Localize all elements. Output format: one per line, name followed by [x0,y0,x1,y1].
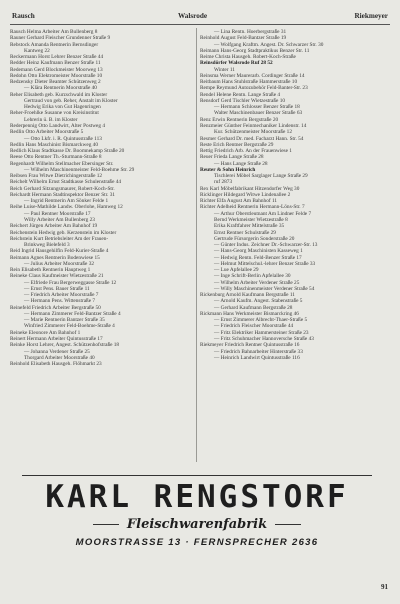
directory-entry: Rickmann Hans Werkmeister Bismarckring 46 [200,310,299,317]
directory-entry: — Arthur Oberstleutnant Am Lindner Felde 7 [214,210,312,217]
directory-entry: Kur. Schützenmeister Moorstraße 12 [214,129,292,136]
directory-entry: — Hermann Pens. Wittenstraße 7 [24,298,96,305]
directory-entry: Reineke Claus Kaufmeister Wietzestraße 21 [10,273,104,280]
directory-entry: Renz Erwin Rentnerin Bergstraße 20 [200,116,279,123]
directory-entry: — Otto Lkfr. i. R. Quintusstraße 113 [24,135,102,142]
directory-entry: — Hermann Zimmerer Feld-Bantzer Straße 4 [24,310,121,317]
directory-entry: Reinhold August Feld-Bantzer Straße 19 [200,35,287,42]
directory-entry: Rebstock Amanda Rentnerin Bernsdinger [10,41,99,48]
directory-entry: Rederpennig Otto Landwirt, Alter Postweg 4 [10,122,106,129]
directory-entry: Reichenstein Hedwig geb. Kerzenstein im Kloster [10,229,117,236]
directory-entry: — Gerhard Kaufmann Bergstraße 28 [214,304,293,311]
directory-entry: Walter Maschinenbauer Benzer Straße 63 [214,110,303,117]
directory-entry: Reichstein Kurt Betriebsleiter Am der Frauen- [10,235,109,242]
directory-entry: ruf 2873 [214,179,233,186]
directory-entry: — Fritz Schuhmacher Hannoversche Straße 43 [214,336,314,343]
directory-entry: Reinhold Elisabeth Hausgeh. Flöhmarkt 23 [10,361,102,368]
running-head-right: Riekmeyer [354,12,388,20]
directory-entry: — Lina Rentn. Hoerbergstraße 31 [214,29,287,35]
directory-entry: Reckermann Horst Lehrer Benzer Straße 44 [10,54,104,61]
directory-entry: — Hans Lange Straße 28 [214,160,268,167]
directory-entry: Reichardt Hermann Stadtinspektor Benzer Str. 31 [10,191,116,198]
running-head [10,12,390,24]
directory-entry: Regenhardt Wilhelm Stellmacher Ebersinger Str. [10,160,114,167]
directory-entry: Reese Otto Rentner Th.-Sturmann-Straße 8 [10,154,102,161]
directory-entry: Bernd Werkmeister Wietzestraße 8 [214,216,288,223]
directory-entry: — Lue Apfelallee 29 [214,267,259,274]
directory-entry: Rex Karl Möbelfabrikant Hitzendorfer Weg 30 [200,185,300,192]
ad-dash-right [275,524,301,525]
directory-entry: Redohn Otto Elektromeister Moorstraße 10 [10,72,103,79]
directory-entry: — Johanna Verdener Straße 25 [24,348,90,355]
directory-entry: Rein Elisabeth Rentnerin Hauptweg 1 [10,267,91,274]
left-column [10,29,186,367]
directory-entry: Reime Christa Hausgeh. Robert-Koch-Straße [200,54,296,61]
directory-entry: Rensdorf Gerd Tischler Wietzestraße 10 [200,97,286,104]
directory-entry: Reuter & Sohn Heinrich [200,166,256,173]
directory-entry: Winfried Zimmerer Feld-Boehme-Straße 4 [24,323,115,330]
directory-entry: Reineke Eleonore Am Bahnhof 1 [10,329,81,336]
directory-entry: Richter Elfa August Am Bahnhof 11 [200,198,278,205]
directory-entry: Willy Arbeiter Am Bullenberg 23 [24,216,95,223]
directory-entry: — Hermann Schlosser Benzer Straße 18 [214,104,300,111]
directory-entry: Reinefeld Friedrich Arbeiter Bergstraße 50 [10,304,101,311]
directory-entry: Reher-Froehlke Susanne von Kreisinstitut [10,110,99,117]
directory-entry: Reinsdörfer Walsrode Ruf 28 52 [200,60,273,67]
directory-entry: Rettig Friedrich Arb. An der Frauenwiese 1 [200,148,292,155]
directory-entry: Ernst Rentner Schulstraße 29 [214,229,276,236]
running-head-center: Walsrode [178,12,208,20]
directory-entry: Reichert Jürgen Arbeiter Am Bahnhof 19 [10,223,98,230]
ad-top-rule [22,475,372,476]
directory-entry: Reher Elisabeth geb. Kurzschwald im Kloster [10,91,108,98]
directory-entry: — Wilhelm Arbeiter Verdener Straße 25 [214,279,300,286]
directory-entry: — Paul Rentner Moorstraße 17 [24,210,91,217]
directory-entry: Kantweg 22 [24,47,50,54]
ad-company-name: KARL RENGSTORF [45,479,349,515]
directory-entry: Redder Heinz Kaufmann Benzer Straße 11 [10,60,101,67]
ad-dash-left [93,524,119,525]
directory-entry: — Ernst Pens. Bauer Straße 11 [24,285,90,292]
directory-entry: Reimann Hans-Georg Stadtpraktikus Benzer Str. 11 [200,47,310,54]
directory-entry: Rempe Reymund Autozubehör Feld-Banter-Str. 23 [200,85,308,92]
column-divider [196,28,197,462]
directory-entry: Richter Adelheid Rentnerin Hermann-Löns-Str. 7 [200,204,305,211]
directory-entry: Lehrerin ü. B. im Kloster [24,116,78,123]
directory-entry: Gertrude Fürsorgerin Sonderstraße 20 [214,235,295,242]
advertisement [22,475,372,570]
directory-entry: — Hans-Georg Maschinisten Kasseweg 1 [214,248,303,255]
directory-entry: — Elfriede Frau Bergerweggasse Straße 12 [24,279,117,286]
header-rule [10,24,390,25]
directory-entry: Rausch Helma Arbeiter Am Bullenberg 8 [10,29,98,35]
directory-entry: Reihe Luise-Mathilde Landw. Oberlohe, Hamweg 12 [10,204,123,211]
directory-entry: Rauner Gerhard Fleischer Grundenner Straße 9 [10,35,111,42]
directory-entry: Riekmeyer Friedrich Rentner Quintusstraße 16 [200,342,300,349]
directory-entry: Reichelt Wilhelm Ernst Stadtkasse Schulenstraße 44 [10,179,122,186]
directory-entry: — Ingrid Rentnerin Am Sönker Felde 1 [24,198,109,205]
directory-entry: Reinert Hermann Arbeiter Quintusstraße 17 [10,336,103,343]
directory-entry: Reich Gerhard Sitzungsmaurer, Robert-Koch-Str. [10,185,115,192]
directory-entry: — Friedrich Fleischer Moorstraße 44 [214,323,294,330]
directory-entry: — Julius Arbeiter Moorstraße 32 [24,260,95,267]
directory-entry: Erika Kraftfahrer Mittelstraße 35 [214,223,285,230]
directory-entry: Gertraud von geb. Reher, Anstalt im Kloster [24,97,118,104]
directory-entry: — Klära Rentnerin Moorstraße 40 [24,85,97,92]
directory-entry: — Heinrich Landwirt Quintusstraße 116 [214,354,300,361]
directory-entry: — Willy Maschinenmeister Verdener Straße 54 [214,285,315,292]
ad-address: MOORSTRASSE 13 · FERNSPRECHER 2636 [75,537,319,548]
directory-entry: — Friedrich Arbeiter Moorstraße 7 [24,292,99,299]
directory-entry: Reste Erich Rentner Bergstraße 29 [200,141,274,148]
directory-entry: — Inge Schrift-Berlin Apfelallee 30 [214,273,291,280]
ad-trade-line [22,516,372,534]
directory-entry: Redemann Gerd Blockmeister Moorweg 13 [10,66,103,73]
directory-entry: Reuer Frieda Lange Straße 28 [200,154,264,161]
directory-entry: Rickenburg Arnold Kaufmann Bergstraße 11 [200,292,295,299]
running-head-left: Rausch [12,12,35,20]
directory-entry: — Ernst Zimmerer Albrecht-Thaer-Straße 5 [214,317,308,324]
directory-entry: Reinke Horst Lehrer, Angest. Schützenhofstraße 18 [10,342,120,349]
directory-entry: — Wolfgang Kraftm. Angest. Dr. Schwarzer Str. 30 [214,41,324,48]
directory-entry: Reinsma Werner Maurerarb. Cordinger Straße 14 [200,72,305,79]
directory-entry: Hedwig Erika von Gut Hagenringen [24,104,101,111]
page-number: 91 [381,583,388,591]
directory-entry: Tischlerei Möbel Sarglager Lange Straße 29 [214,173,308,180]
directory-entry: Brinkweg Bielefeld 3 [24,242,70,249]
directory-entry: Redlich Klaus Stadtkasse Dr. Boomnekamp Straße 20 [10,148,125,155]
directory-entry: — Marie Rentnerin Bantzer Straße 35 [24,317,105,324]
directory-entry: Resmer Gerhard Dr. med. Facharzt Hann. Str. 54 [200,135,304,142]
directory-entry: Thorgard Arbeiter Moorstraße 40 [24,354,95,361]
directory-entry: — Fritz Elektriker Hammersteiner Straße 23 [214,329,309,336]
directory-entry: Rendel Helene Rentn. Lange Straße 4 [200,91,281,98]
directory-entry: Reitbaum Hans Stuhlstraße Hammerstraße 10 [200,79,298,86]
directory-entry: — Günter Indus. Zeichner Dr.-Schwarzer-Str. 13 [214,242,318,249]
directory-entry: Redlin Hans Maschinist Bismarckweg 40 [10,141,98,148]
directory-entry: Redlin Otto Arbeiter Moorstraße 5 [10,129,84,136]
directory-entry: — Arnold Kaufm. Angest. Stabenstraße 5 [214,298,303,305]
directory-entry: Ricklinger Hildegard Witwe Lindenallee 2 [200,191,291,198]
directory-entry: — Helmut Mittelschul.-lehrer Benzer Straße 33 [214,260,316,267]
directory-entry: Reimann Agnes Rentnerin Bodenwiese 15 [10,254,100,261]
directory-entry: Winter 11 [214,66,235,73]
directory-entry: Reid Ingrid Hausgehilfin Feld-Kurier-Straße 4 [10,248,109,255]
ad-trade: Fleischwarenfabrik [126,517,268,532]
directory-entry: — Friedrich Bahnarbeiter Hinterstraße 33 [214,348,303,355]
directory-entry: Reibsen Frau Witwe Dietrichingerstraße 12 [10,173,103,180]
directory-entry: — Wilhelm Maschinenmeister Feld-Boehme Str. 29 [24,166,135,173]
right-column [200,29,380,361]
directory-entry: Renzmeier Günther Feinmechaniker Lindenstr. 14 [200,122,307,129]
directory-entry: — Hedwig Rentn. Feld-Benzer Straße 17 [214,254,302,261]
directory-entry: Redzensky Dieter Beamter Schützenweg 2 [10,79,101,86]
